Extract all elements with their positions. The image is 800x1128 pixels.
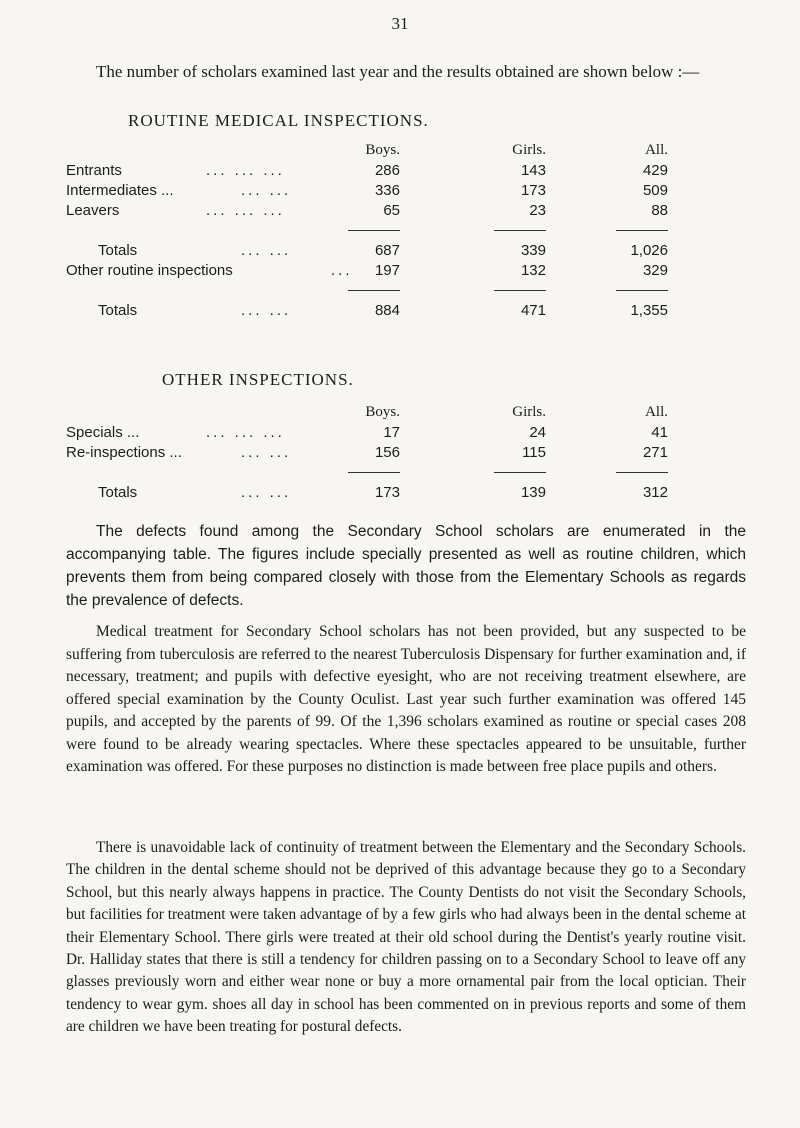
routine-inspections-heading: ROUTINE MEDICAL INSPECTIONS. [128,111,429,130]
row-label: Specials ... [66,424,140,441]
leader-dots: ... ... [241,182,292,199]
routine-inspections-table [66,142,786,362]
cell-girls: 115 [522,444,546,461]
column-header-girls: Girls. [512,142,546,158]
cell-girls: 23 [529,202,546,219]
leader-dots: ... ... [241,444,292,461]
total-rule-all [616,472,668,473]
total-rule-boys [348,290,400,291]
table-row [66,302,786,322]
table-header-row [66,142,786,162]
table-row [66,424,786,444]
table-row [66,484,786,504]
paragraph-medical-treatment: Medical treatment for Secondary School scholars has not been provided, but any suspected to be suffering from tuberculosis are referred to the nearest Tuberculosis Dispensary for further examination and, if necessary, treatment; and pupils with defective eyesight, who are not receiving treatment elsewhere, are offered special examination by the County Oculist. Last year such further examination was offered 145 pupils, and accepted by the parents of 99. Of the 1,396 scholars examined as routine or special cases 208 were found to be already wearing spectacles. Where these spectacles appeared to be unsuitable, further examination was offered. For these purposes no distinction is made between free place pupils and others. [66,623,746,775]
cell-girls: 471 [520,302,546,319]
row-label: Intermediates ... [66,182,174,199]
column-header-boys: Boys. [365,404,400,420]
column-header-girls: Girls. [512,404,546,420]
cell-boys: 336 [374,182,400,199]
cell-boys: 173 [374,484,400,501]
row-label: Other routine inspections [66,262,233,279]
other-inspections-heading: OTHER INSPECTIONS. [162,370,354,389]
table-row [66,242,786,262]
cell-all: 1,026 [630,242,668,259]
table-row [66,182,786,202]
row-label: Totals [98,242,138,259]
table-row [66,202,786,222]
row-label: Re-inspections ... [66,444,182,461]
cell-girls: 139 [520,484,546,501]
subtotal-rule-girls [494,230,546,231]
cell-boys: 65 [383,202,400,219]
column-header-boys: Boys. [365,142,400,158]
subtotal-rule-all [616,230,668,231]
cell-boys: 156 [374,444,400,461]
paragraph-continuity: There is unavoidable lack of continuity of treatment between the Elementary and the Secondary Schools. The children in the dental scheme should not be deprived of this advantage because they go to a Secondary School, but this nearly always happens in practice. The County Dentists do not visit the Secondary Schools, but facilities for treatment were taken advantage of by a few girls who had always been in the dental scheme at their Elementary School. There girls were treated at their old school during the Dentist's yearly routine visit. Dr. Halliday states that there is still a tendency for children passing on to a Secondary School to leave off any glasses previously worn and either wear none or buy a more ornamental pair from the local optician. Their tendency to wear gym. shoes all day in school has been commented on in previous reports and some of them are children we have been treating for postural defects. [66,839,746,1036]
cell-all: 312 [642,484,668,501]
table-row [66,162,786,182]
cell-all: 88 [651,202,668,219]
cell-boys: 197 [374,262,400,279]
column-header-all: All. [645,142,668,158]
cell-all: 41 [651,424,668,441]
table-row [66,262,786,282]
row-label: Entrants [66,162,122,179]
total-rule-girls [494,290,546,291]
leader-dots: ... ... ... [206,162,285,179]
leader-dots: ... [331,262,353,279]
total-rule-all [616,290,668,291]
cell-girls: 173 [520,182,546,199]
cell-all: 429 [642,162,668,179]
paragraph-defects: The defects found among the Secondary School scholars are enumerated in the accompanying table. The figures include specially presented as well as routine children, which prevents them from being compared closely with those from the Elementary Schools as regards the prevalence of defects. [66,523,746,609]
subtotal-rule-boys [348,230,400,231]
cell-boys: 286 [374,162,400,179]
cell-all: 329 [642,262,668,279]
intro-text: The number of scholars examined last year and the results obtained are shown below :— [96,62,700,81]
total-rule-girls [494,472,546,473]
table-row [66,444,786,464]
cell-all: 271 [642,444,668,461]
row-label: Totals [98,484,138,501]
total-rule-boys [348,472,400,473]
page-number: 31 [391,14,409,33]
cell-all: 509 [642,182,668,199]
row-label: Totals [98,302,138,319]
table-header-row [66,404,786,424]
row-label: Leavers [66,202,120,219]
column-header-all: All. [645,404,668,420]
leader-dots: ... ... ... [206,202,285,219]
cell-boys: 687 [374,242,400,259]
cell-boys: 17 [383,424,400,441]
leader-dots: ... ... [241,242,292,259]
cell-girls: 339 [520,242,546,259]
leader-dots: ... ... [241,302,292,319]
cell-all: 1,355 [630,302,668,319]
cell-boys: 884 [374,302,400,319]
cell-girls: 132 [520,262,546,279]
leader-dots: ... ... ... [206,424,285,441]
cell-girls: 143 [520,162,546,179]
other-inspections-table [66,404,786,504]
cell-girls: 24 [529,424,546,441]
leader-dots: ... ... [241,484,292,501]
